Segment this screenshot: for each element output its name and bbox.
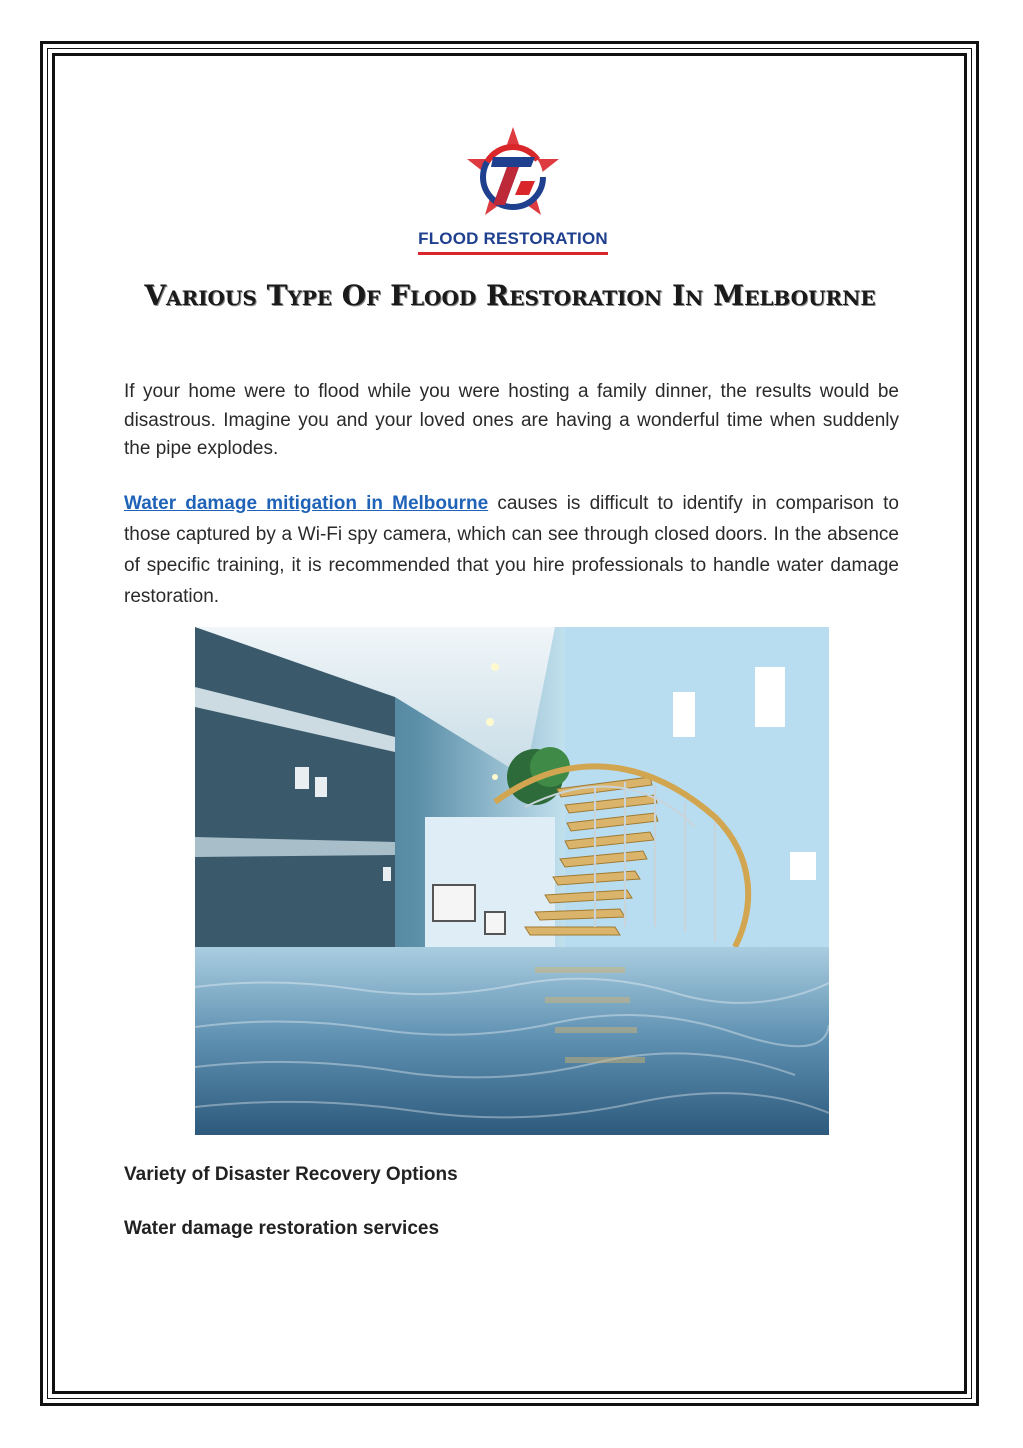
flooded-stairwell-photo bbox=[195, 627, 829, 1135]
logo-wordmark: FLOOD RESTORATION bbox=[418, 229, 608, 248]
document-title: Various Type Of Flood Restoration In Melbourne bbox=[144, 279, 876, 312]
water-damage-mitigation-link[interactable]: Water damage mitigation in Melbourne bbox=[124, 493, 489, 514]
section-heading-disaster-recovery: Variety of Disaster Recovery Options bbox=[124, 1164, 458, 1185]
intro-paragraph: If your home were to flood while you were hosting a family dinner, the results would be disastrous. Imagine you and your loved ones are having a wonderful time when suddenly the pipe explodes. bbox=[124, 381, 899, 459]
mitigation-paragraph-text: causes is difficult to identify in comparison to those captured by a Wi-Fi spy camera, which can see through closed doors. In the absence of specific training, it is recommended that you hire professionals to handle water damage restoration. bbox=[124, 493, 899, 607]
logo-underline bbox=[418, 252, 608, 255]
section-heading-water-damage-services: Water damage restoration services bbox=[124, 1218, 440, 1239]
mitigation-paragraph bbox=[124, 488, 899, 612]
